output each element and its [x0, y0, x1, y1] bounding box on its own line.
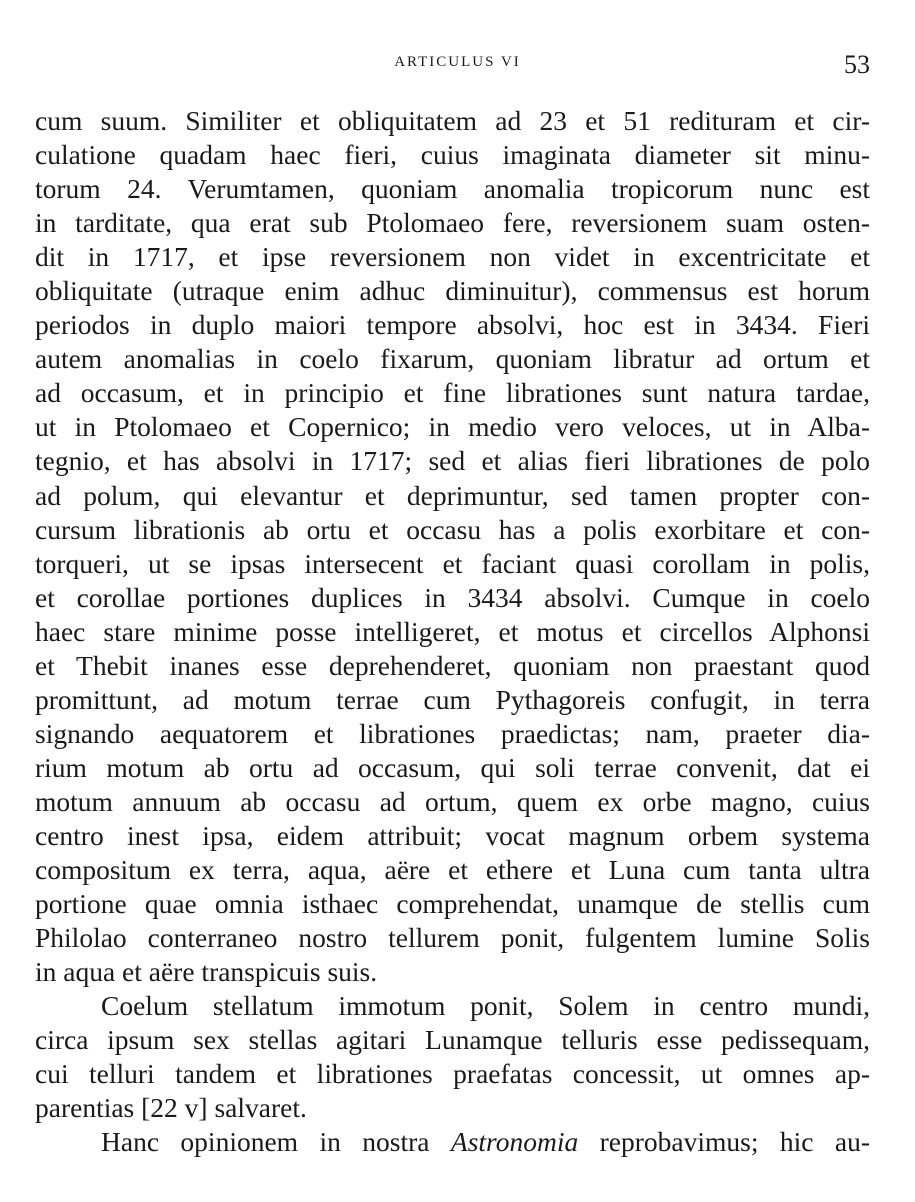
text-line: [35, 1125, 870, 1159]
page-header: [0, 50, 915, 80]
text-line: ad polum, qui elevantur et deprimuntur, sed tamen propter con-: [35, 479, 870, 511]
text-line: ut in Ptolomaeo et Copernico; in medio vero veloces, ut in Alba-: [35, 411, 870, 443]
text-line: haec stare minime posse intelligeret, et motus et circellos Alphonsi: [35, 615, 870, 647]
paragraph-3: [35, 1125, 870, 1159]
text-line: cum suum. Similiter et obliquitatem ad 23 et 51 redituram et cir-: [35, 105, 870, 136]
text-line: torqueri, ut se ipsas intersecent et faciant quasi corollam in polis,: [35, 547, 870, 579]
text-line: in aqua et aëre transpicuis suis.: [35, 956, 378, 988]
body-text: [35, 104, 870, 1159]
text-line: autem anomalias in coelo fixarum, quoniam libratur ad ortum et: [35, 343, 870, 375]
text-line: dit in 1717, et ipse reversionem non videt in excentricitate et: [35, 241, 870, 273]
text-line: signando aequatorem et librationes praedictas; nam, praeter dia-: [35, 717, 870, 749]
text-line: Philolao conterraneo nostro tellurem ponit, fulgentem lumine Solis: [35, 922, 870, 954]
text-line: culatione quadam haec fieri, cuius imaginata diameter sit minu-: [35, 139, 870, 171]
paragraph-2: [35, 989, 870, 1125]
paragraph-1: [35, 104, 870, 989]
text-line: obliquitate (utraque enim adhuc diminuitur), commensus est horum: [35, 275, 870, 307]
running-head: ARTICULUS VI: [394, 54, 521, 70]
text-line: portione quae omnia isthaec comprehendat, unamque de stellis cum: [35, 888, 870, 920]
text-line: compositum ex terra, aqua, aëre et ethere et Luna cum tanta ultra: [35, 854, 870, 886]
text-line: cursum librationis ab ortu et occasu has a polis exorbitare et con-: [35, 513, 870, 545]
text-line: et corollae portiones duplices in 3434 absolvi. Cumque in coelo: [35, 581, 870, 613]
text-line: cui telluri tandem et librationes praefatas concessit, ut omnes ap-: [35, 1058, 870, 1090]
text-line: circa ipsum sex stellas agitari Lunamque telluris esse pedissequam,: [35, 1024, 870, 1056]
page-number: 53: [844, 50, 870, 79]
text-line: centro inest ipsa, eidem attribuit; vocat magnum orbem systema: [35, 819, 870, 851]
text-line: torum 24. Verumtamen, quoniam anomalia tropicorum nunc est: [35, 173, 870, 205]
text-line: periodos in duplo maiori tempore absolvi, hoc est in 3434. Fieri: [35, 309, 870, 341]
text-line: parentias [22 v] salvaret.: [35, 1092, 307, 1124]
text-line: tegnio, et has absolvi in 1717; sed et alias fieri librationes de polo: [35, 445, 870, 477]
text-line: rium motum ab ortu ad occasum, qui soli terrae convenit, dat ei: [35, 751, 870, 783]
text-line: et Thebit inanes esse deprehenderet, quoniam non praestant quod: [35, 649, 870, 681]
text-line: motum annuum ab occasu ad ortum, quem ex orbe magno, cuius: [35, 785, 870, 817]
text-run: reprobavimus; hic au-: [578, 1126, 871, 1158]
text-line: Coelum stellatum immotum ponit, Solem in centro mundi,: [101, 990, 870, 1022]
text-run: Hanc opinionem in nostra: [101, 1126, 451, 1158]
book-title: Astronomia: [450, 1126, 579, 1158]
text-line: promittunt, ad motum terrae cum Pythagoreis confugit, in terra: [35, 683, 870, 715]
text-line: in tarditate, qua erat sub Ptolomaeo fere, reversionem suam osten-: [35, 207, 870, 239]
text-line: ad occasum, et in principio et fine librationes sunt natura tardae,: [35, 377, 870, 409]
